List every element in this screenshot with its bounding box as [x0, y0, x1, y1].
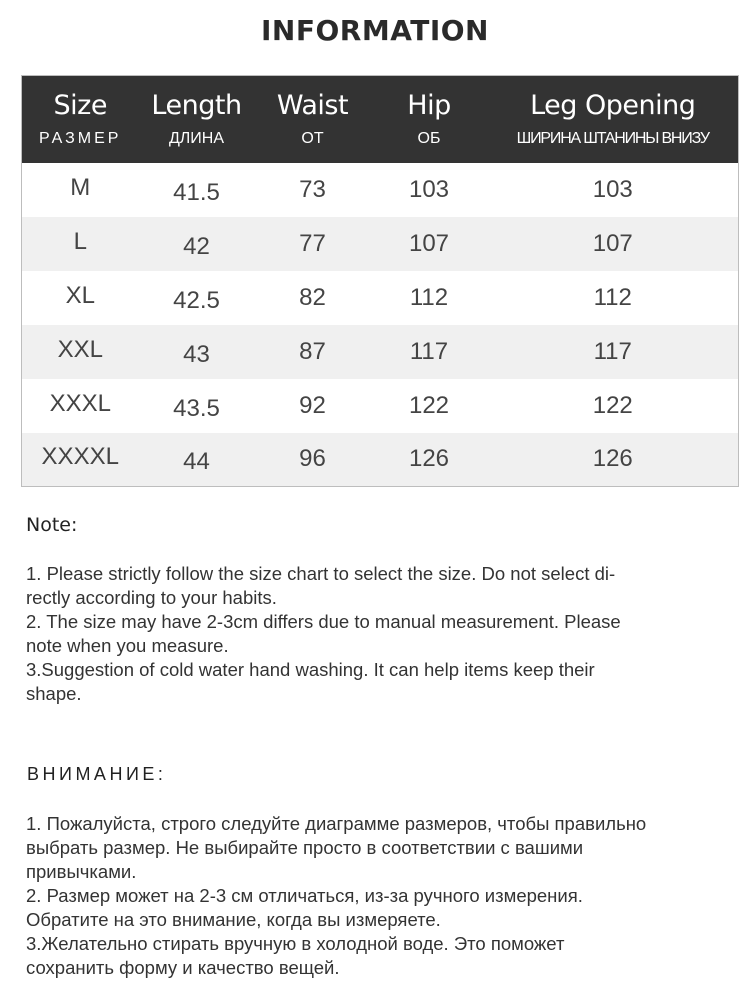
- cell-leg-opening: 107: [592, 229, 633, 257]
- cell-size: XXXL: [49, 389, 111, 417]
- cell-size: M: [70, 173, 91, 201]
- header-row: [22, 76, 739, 163]
- cell-size: XXXXL: [41, 443, 119, 471]
- note-ru-line: привычками.: [26, 861, 137, 882]
- header-length-en: Length: [151, 90, 242, 122]
- cell-length: 44: [183, 448, 210, 476]
- cell-leg-opening: 117: [593, 337, 632, 365]
- note-title: Note:: [26, 514, 78, 536]
- note-ru-line: выбрать размер. Не выбирайте просто в соответствии с вашими: [26, 837, 584, 858]
- size-chart-body: [22, 163, 739, 487]
- note-ru-title: ВНИМАНИЕ:: [27, 764, 167, 784]
- cell-hip: 107: [408, 229, 450, 257]
- cell-length: 43.5: [173, 394, 220, 422]
- cell-waist: 82: [299, 283, 326, 311]
- cell-length: 43: [183, 340, 210, 368]
- note-ru-body: [26, 812, 726, 980]
- cell-hip: 122: [408, 391, 450, 419]
- note-line: 1. Please strictly follow the size chart to select the size. Do not select di-: [26, 563, 616, 584]
- table-row: [22, 217, 739, 271]
- cell-leg-opening: 126: [592, 445, 633, 473]
- header-length: [139, 76, 255, 163]
- cell-waist: 77: [299, 229, 326, 257]
- note-ru-line: сохранить форму и качество вещей.: [26, 957, 340, 978]
- note-line: 2. The size may have 2-3cm differs due to manual measurement. Please: [26, 611, 621, 632]
- cell-waist: 87: [299, 337, 326, 365]
- cell-hip: 126: [408, 445, 450, 473]
- note-ru-line: 2. Размер может на 2-3 см отличаться, из-за ручного измерения.: [26, 885, 583, 906]
- header-hip-en: Hip: [407, 90, 451, 122]
- note-ru-line: Обратите на это внимание, когда вы измеряете.: [26, 909, 441, 930]
- note-line: note when you measure.: [26, 635, 229, 656]
- cell-waist: 92: [299, 391, 326, 419]
- header-waist-en: Waist: [276, 90, 349, 122]
- header-leg-opening: [488, 76, 739, 163]
- header-hip: [371, 76, 488, 163]
- cell-length: 41.5: [173, 178, 220, 206]
- cell-hip: 103: [408, 175, 450, 203]
- table-row: [22, 433, 739, 487]
- table-row: [22, 379, 739, 433]
- note-line: rectly according to your habits.: [26, 587, 277, 608]
- size-chart-table: [21, 75, 739, 487]
- note-ru-line: 3.Желательно стирать вручную в холодной воде. Это поможет: [26, 933, 565, 954]
- cell-leg-opening: 122: [592, 391, 633, 419]
- header-waist-ru: ОТ: [301, 130, 324, 148]
- cell-hip: 117: [409, 337, 449, 365]
- note-line: shape.: [26, 683, 82, 704]
- cell-hip: 112: [409, 283, 449, 311]
- cell-size: XL: [65, 281, 95, 309]
- size-chart-header: [22, 76, 739, 163]
- header-size-en: Size: [53, 90, 107, 122]
- header-size-ru: РАЗМЕР: [39, 130, 122, 148]
- cell-length: 42: [183, 232, 210, 260]
- cell-leg-opening: 112: [593, 283, 632, 311]
- table-row: [22, 163, 739, 217]
- note-ru-line: 1. Пожалуйста, строго следуйте диаграмме размеров, чтобы правильно: [26, 813, 647, 834]
- note-body: [26, 562, 726, 706]
- page-title: INFORMATION: [261, 14, 489, 47]
- header-leg-opening-en: Leg Opening: [530, 90, 696, 122]
- table-row: [22, 271, 739, 325]
- header-waist: [255, 76, 371, 163]
- header-size: [22, 76, 139, 163]
- cell-size: XXL: [57, 335, 103, 363]
- cell-waist: 73: [299, 175, 326, 203]
- header-leg-opening-ru: ШИРИНА ШТАНИНЫ ВНИЗУ: [516, 130, 709, 148]
- cell-waist: 96: [299, 445, 326, 473]
- header-hip-ru: ОБ: [417, 130, 441, 148]
- cell-size: L: [73, 227, 87, 255]
- header-length-ru: ДЛИНА: [168, 130, 225, 148]
- note-line: 3.Suggestion of cold water hand washing. It can help items keep their: [26, 659, 595, 680]
- cell-leg-opening: 103: [592, 175, 633, 203]
- cell-length: 42.5: [173, 286, 220, 314]
- table-row: [22, 325, 739, 379]
